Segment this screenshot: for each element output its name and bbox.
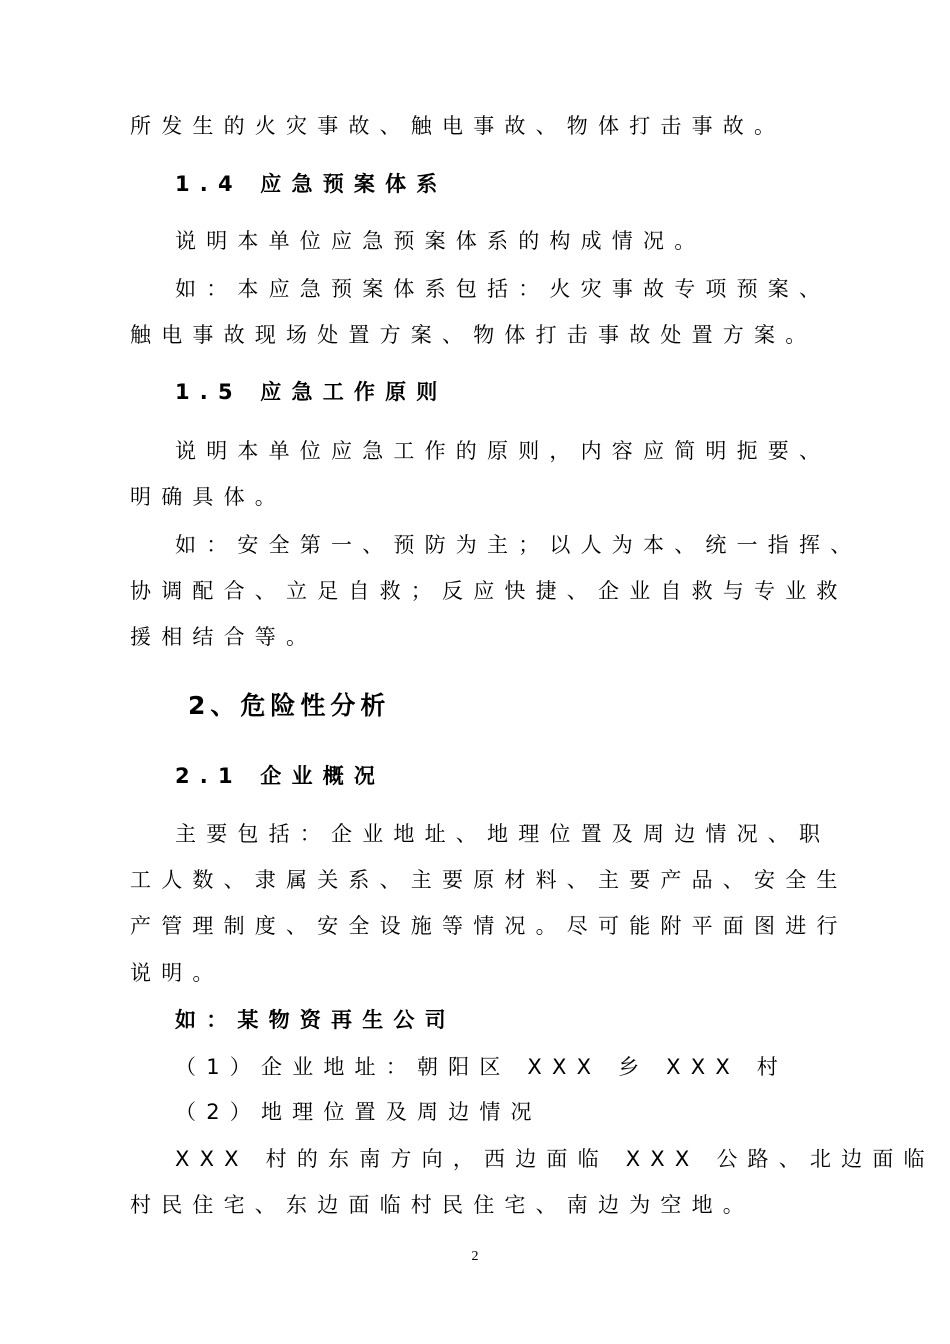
body-text-line: 触电事故现场处置方案、物体打击事故处置方案。: [130, 323, 817, 347]
section-heading-1-4: 1.4 应急预案体系: [175, 172, 448, 196]
body-text-line: 明确具体。: [130, 485, 286, 509]
body-text-line: （2）地理位置及周边情况: [175, 1100, 542, 1124]
example-heading: 如：某物资再生公司: [175, 1008, 456, 1032]
section-heading-2-1: 2.1 企业概况: [175, 764, 386, 788]
page-number: 2: [471, 1249, 479, 1264]
body-text-line: 村民住宅、东边面临村民住宅、南边为空地。: [130, 1193, 754, 1217]
body-text-line: 产管理制度、安全设施等情况。尽可能附平面图进行: [130, 914, 848, 938]
body-text-line: 如：安全第一、预防为主；以人为本、统一指挥、: [175, 533, 862, 557]
body-text-line: 援相结合等。: [130, 625, 318, 649]
body-text-line: 主要包括：企业地址、地理位置及周边情况、职: [175, 822, 831, 846]
section-heading-1-5: 1.5 应急工作原则: [175, 380, 448, 404]
body-text-line: 工人数、隶属关系、主要原材料、主要产品、安全生: [130, 868, 848, 892]
body-text-line: 如：本应急预案体系包括：火灾事故专项预案、: [175, 277, 831, 301]
body-text-line: XXX 村的东南方向，西边面临 XXX 公路、北边面临: [175, 1147, 935, 1171]
body-text-line: 说明本单位应急工作的原则，内容应简明扼要、: [175, 439, 831, 463]
body-text-line: 说明。: [130, 961, 224, 985]
body-text-line: （1）企业地址：朝阳区 XXX 乡 XXX 村: [175, 1055, 788, 1079]
chapter-heading-2: 2、危险性分析: [188, 691, 391, 720]
body-text-line: 协调配合、立足自救；反应快捷、企业自救与专业救: [130, 579, 848, 603]
body-text-line: 说明本单位应急预案体系的构成情况。: [175, 229, 706, 253]
body-text-line: 所发生的火灾事故、触电事故、物体打击事故。: [130, 114, 786, 138]
